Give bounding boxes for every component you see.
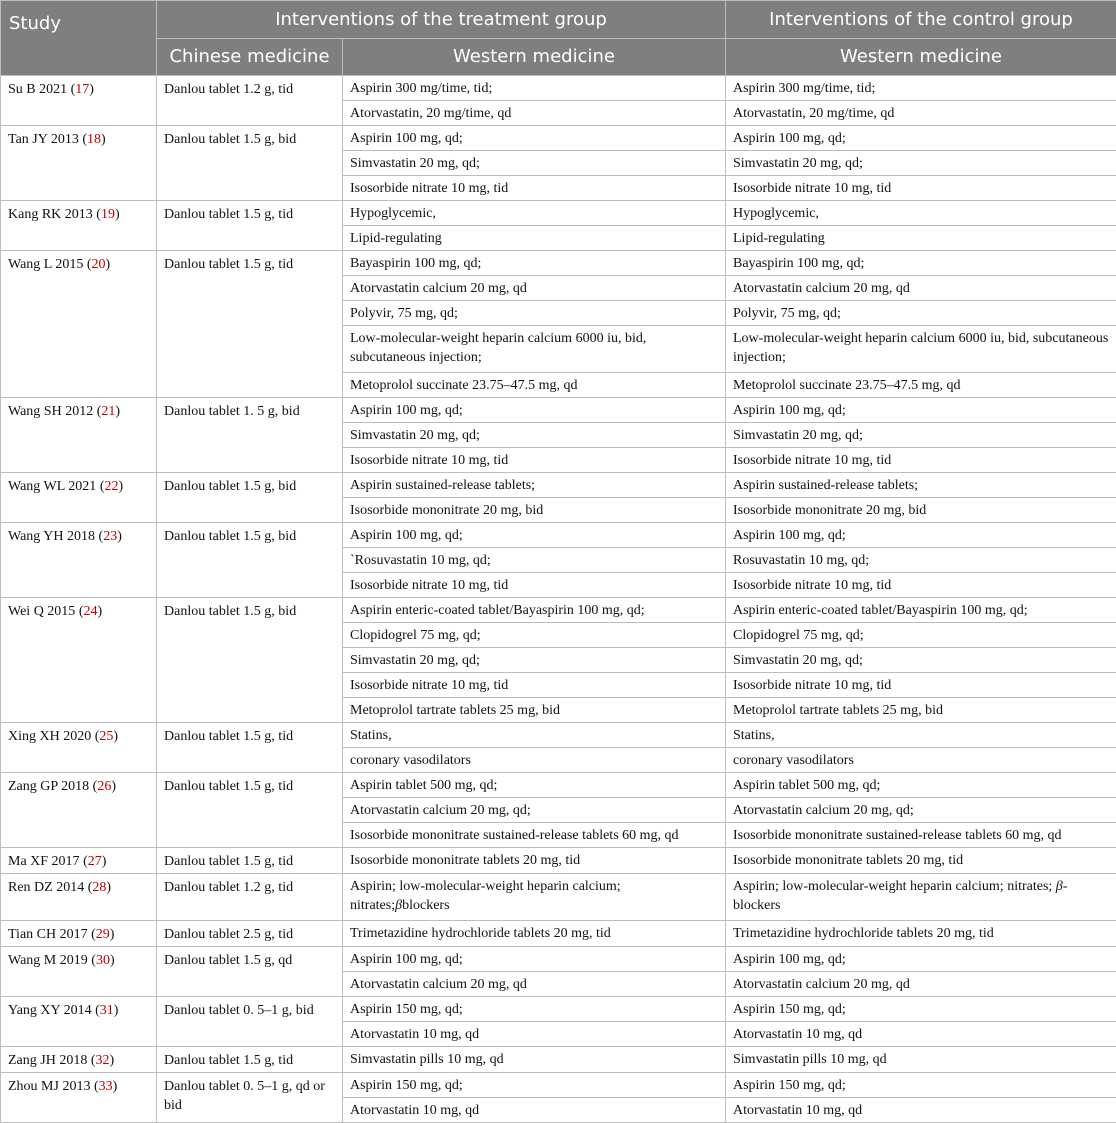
paren-close: ) <box>113 729 118 744</box>
control-text-beta: β <box>1056 879 1063 894</box>
reference-link[interactable]: 31 <box>100 1003 114 1018</box>
reference-link[interactable]: 21 <box>101 404 115 419</box>
reference-link[interactable]: 26 <box>97 779 111 794</box>
control-western-cell: Statins, <box>726 723 1116 748</box>
treatment-western-cell: Isosorbide nitrate 10 mg, tid <box>343 176 726 201</box>
study-name: Tan JY 2013 <box>8 132 79 147</box>
paren-close: ) <box>117 529 122 544</box>
chinese-medicine-cell: Danlou tablet 0. 5–1 g, qd or bid <box>157 1073 343 1123</box>
control-western-cell: Isosorbide nitrate 10 mg, tid <box>726 176 1116 201</box>
control-western-cell: Aspirin 100 mg, qd; <box>726 398 1116 423</box>
study-name: Ren DZ 2014 <box>8 880 84 895</box>
control-western-cell: Bayaspirin 100 mg, qd; <box>726 251 1116 276</box>
study-cell <box>1 1047 157 1073</box>
study-name: Wang L 2015 <box>8 257 83 272</box>
control-western-cell: Isosorbide nitrate 10 mg, tid <box>726 573 1116 598</box>
control-western-cell: Aspirin 100 mg, qd; <box>726 126 1116 151</box>
table-row <box>1 921 1116 947</box>
paren-close: ) <box>101 132 106 147</box>
paren-close: ) <box>102 854 107 869</box>
study-name: Zhou MJ 2013 <box>8 1079 90 1094</box>
control-western-cell: Rosuvastatin 10 mg, qd; <box>726 548 1116 573</box>
study-cell <box>1 126 157 201</box>
study-name: Wei Q 2015 <box>8 604 75 619</box>
study-name: Xing XH 2020 <box>8 729 91 744</box>
table-row <box>1 398 1116 423</box>
treatment-western-cell: Aspirin 150 mg, qd; <box>343 997 726 1022</box>
paren-open: ( <box>93 404 101 419</box>
chinese-medicine-cell: Danlou tablet 1.5 g, qd <box>157 947 343 997</box>
header-chinese-medicine: Chinese medicine <box>157 38 343 76</box>
control-western-cell: Aspirin 150 mg, qd; <box>726 997 1116 1022</box>
study-cell <box>1 251 157 398</box>
treatment-western-cell: Atorvastatin, 20 mg/time, qd <box>343 101 726 126</box>
study-name: Kang RK 2013 <box>8 207 93 222</box>
control-western-cell: Lipid-regulating <box>726 226 1116 251</box>
header-western-medicine-treatment: Western medicine <box>343 38 726 76</box>
treatment-western-cell: Polyvir, 75 mg, qd; <box>343 301 726 326</box>
table-body <box>1 76 1116 1123</box>
control-western-cell: Atorvastatin 10 mg, qd <box>726 1022 1116 1047</box>
table-row <box>1 947 1116 972</box>
chinese-medicine-cell: Danlou tablet 1.5 g, tid <box>157 251 343 398</box>
treatment-western-cell: Atorvastatin 10 mg, qd <box>343 1098 726 1123</box>
control-western-cell: Isosorbide nitrate 10 mg, tid <box>726 448 1116 473</box>
chinese-medicine-cell: Danlou tablet 1.5 g, tid <box>157 848 343 874</box>
treatment-western-cell: Isosorbide mononitrate 20 mg, bid <box>343 498 726 523</box>
reference-link[interactable]: 23 <box>103 529 117 544</box>
study-name: Wang M 2019 <box>8 953 88 968</box>
chinese-medicine-cell: Danlou tablet 1.5 g, bid <box>157 598 343 723</box>
treatment-western-cell: Statins, <box>343 723 726 748</box>
reference-link[interactable]: 30 <box>96 953 110 968</box>
control-western-cell: coronary vasodilators <box>726 748 1116 773</box>
study-cell <box>1 947 157 997</box>
study-cell <box>1 473 157 523</box>
control-western-cell: Clopidogrel 75 mg, qd; <box>726 623 1116 648</box>
study-name: Wang SH 2012 <box>8 404 93 419</box>
treatment-western-cell: Aspirin 100 mg, qd; <box>343 398 726 423</box>
control-western-cell: Isosorbide mononitrate tablets 20 mg, tid <box>726 848 1116 874</box>
study-cell <box>1 1073 157 1123</box>
paren-close: ) <box>106 880 111 895</box>
paren-close: ) <box>113 1079 118 1094</box>
control-western-cell: Simvastatin 20 mg, qd; <box>726 151 1116 176</box>
chinese-medicine-cell: Danlou tablet 1.5 g, tid <box>157 723 343 773</box>
reference-link[interactable]: 18 <box>87 132 101 147</box>
treatment-western-cell: Metoprolol succinate 23.75–47.5 mg, qd <box>343 373 726 398</box>
control-western-cell: Aspirin 300 mg/time, tid; <box>726 76 1116 101</box>
treatment-western-cell: Low-molecular-weight heparin calcium 6000 iu, bid, subcutaneous injection; <box>343 326 726 373</box>
paren-close: ) <box>110 1053 115 1068</box>
control-western-cell: Hypoglycemic, <box>726 201 1116 226</box>
chinese-medicine-cell: Danlou tablet 1.5 g, tid <box>157 773 343 848</box>
control-western-cell: Trimetazidine hydrochloride tablets 20 mg, tid <box>726 921 1116 947</box>
reference-link[interactable]: 27 <box>88 854 102 869</box>
treatment-western-cell: Hypoglycemic, <box>343 201 726 226</box>
table-row <box>1 126 1116 151</box>
table-row <box>1 598 1116 623</box>
reference-link[interactable]: 25 <box>99 729 113 744</box>
reference-link[interactable]: 29 <box>96 927 110 942</box>
control-western-cell: Atorvastatin calcium 20 mg, qd <box>726 276 1116 301</box>
chinese-medicine-cell: Danlou tablet 0. 5–1 g, bid <box>157 997 343 1047</box>
control-western-cell: Aspirin tablet 500 mg, qd; <box>726 773 1116 798</box>
reference-link[interactable]: 33 <box>99 1079 113 1094</box>
control-western-cell: Aspirin sustained-release tablets; <box>726 473 1116 498</box>
treatment-western-cell: Metoprolol tartrate tablets 25 mg, bid <box>343 698 726 723</box>
control-western-cell: Atorvastatin, 20 mg/time, qd <box>726 101 1116 126</box>
chinese-medicine-cell: Danlou tablet 1. 5 g, bid <box>157 398 343 473</box>
study-cell <box>1 874 157 921</box>
treatment-western-cell: Aspirin 100 mg, qd; <box>343 126 726 151</box>
control-western-cell: Aspirin 100 mg, qd; <box>726 523 1116 548</box>
treatment-western-cell: Lipid-regulating <box>343 226 726 251</box>
control-western-cell: Isosorbide nitrate 10 mg, tid <box>726 673 1116 698</box>
treatment-text-a: Aspirin; low-molecular-weight heparin calcium; nitrates; <box>350 879 621 913</box>
paren-open: ( <box>80 854 88 869</box>
control-western-cell: Isosorbide mononitrate sustained-release tablets 60 mg, qd <box>726 823 1116 848</box>
treatment-western-cell: Bayaspirin 100 mg, qd; <box>343 251 726 276</box>
study-cell <box>1 398 157 473</box>
control-western-cell: Metoprolol succinate 23.75–47.5 mg, qd <box>726 373 1116 398</box>
paren-open: ( <box>91 729 99 744</box>
study-name: Yang XY 2014 <box>8 1003 92 1018</box>
paren-open: ( <box>87 1053 95 1068</box>
table-row <box>1 723 1116 748</box>
table-row <box>1 523 1116 548</box>
treatment-western-cell: Aspirin tablet 500 mg, qd; <box>343 773 726 798</box>
treatment-western-cell: Atorvastatin calcium 20 mg, qd <box>343 276 726 301</box>
paren-open: ( <box>95 529 103 544</box>
table-row <box>1 251 1116 276</box>
treatment-western-cell: Isosorbide mononitrate sustained-release tablets 60 mg, qd <box>343 823 726 848</box>
treatment-western-cell: Simvastatin 20 mg, qd; <box>343 423 726 448</box>
control-text-b: -blockers <box>733 879 1067 913</box>
control-western-cell: Atorvastatin calcium 20 mg, qd <box>726 972 1116 997</box>
control-western-cell: Atorvastatin 10 mg, qd <box>726 1098 1116 1123</box>
study-cell <box>1 848 157 874</box>
table-row <box>1 997 1116 1022</box>
chinese-medicine-cell: Danlou tablet 1.5 g, tid <box>157 201 343 251</box>
treatment-western-cell: Aspirin 300 mg/time, tid; <box>343 76 726 101</box>
paren-close: ) <box>115 207 120 222</box>
paren-open: ( <box>90 1079 98 1094</box>
table-row <box>1 76 1116 101</box>
study-name: Zang GP 2018 <box>8 779 89 794</box>
chinese-medicine-cell: Danlou tablet 1.5 g, bid <box>157 473 343 523</box>
paren-close: ) <box>89 82 94 97</box>
study-name: Su B 2021 <box>8 82 67 97</box>
paren-close: ) <box>97 604 102 619</box>
paren-close: ) <box>111 779 116 794</box>
paren-open: ( <box>88 953 96 968</box>
table-row <box>1 874 1116 921</box>
chinese-medicine-cell: Danlou tablet 1.5 g, bid <box>157 523 343 598</box>
header-treatment-group: Interventions of the treatment group <box>157 1 726 39</box>
reference-link[interactable]: 32 <box>96 1053 110 1068</box>
header-western-medicine-control: Western medicine <box>726 38 1116 76</box>
paren-close: ) <box>106 257 111 272</box>
paren-open: ( <box>92 1003 100 1018</box>
study-cell <box>1 921 157 947</box>
control-western-cell: Aspirin 150 mg, qd; <box>726 1073 1116 1098</box>
control-western-cell: Polyvir, 75 mg, qd; <box>726 301 1116 326</box>
paren-open: ( <box>84 880 92 895</box>
treatment-western-cell: Simvastatin 20 mg, qd; <box>343 648 726 673</box>
control-text-a: Aspirin; low-molecular-weight heparin calcium; nitrates; <box>733 879 1056 894</box>
study-cell <box>1 76 157 126</box>
control-western-cell: Aspirin enteric-coated tablet/Bayaspirin 100 mg, qd; <box>726 598 1116 623</box>
paren-open: ( <box>75 604 83 619</box>
chinese-medicine-cell: Danlou tablet 2.5 g, tid <box>157 921 343 947</box>
table-row <box>1 773 1116 798</box>
treatment-western-cell <box>343 874 726 921</box>
control-western-cell: Atorvastatin calcium 20 mg, qd; <box>726 798 1116 823</box>
treatment-western-cell: `Rosuvastatin 10 mg, qd; <box>343 548 726 573</box>
paren-open: ( <box>88 927 96 942</box>
control-western-cell <box>726 874 1116 921</box>
control-western-cell: Low-molecular-weight heparin calcium 6000 iu, bid, subcutaneous injection; <box>726 326 1116 373</box>
table-row <box>1 473 1116 498</box>
treatment-western-cell: Atorvastatin 10 mg, qd <box>343 1022 726 1047</box>
reference-link[interactable]: 28 <box>92 880 106 895</box>
paren-close: ) <box>110 953 115 968</box>
study-name: Zang JH 2018 <box>8 1053 87 1068</box>
treatment-western-cell: Aspirin 100 mg, qd; <box>343 947 726 972</box>
paren-open: ( <box>89 779 97 794</box>
reference-link[interactable]: 22 <box>104 479 118 494</box>
treatment-western-cell: coronary vasodilators <box>343 748 726 773</box>
study-name: Tian CH 2017 <box>8 927 88 942</box>
treatment-western-cell: Simvastatin 20 mg, qd; <box>343 151 726 176</box>
study-name: Wang YH 2018 <box>8 529 95 544</box>
paren-close: ) <box>114 1003 119 1018</box>
chinese-medicine-cell: Danlou tablet 1.2 g, tid <box>157 874 343 921</box>
treatment-western-cell: Aspirin 100 mg, qd; <box>343 523 726 548</box>
header-control-group: Interventions of the control group <box>726 1 1116 39</box>
control-western-cell: Simvastatin 20 mg, qd; <box>726 423 1116 448</box>
reference-link[interactable]: 19 <box>101 207 115 222</box>
chinese-medicine-cell: Danlou tablet 1.2 g, tid <box>157 76 343 126</box>
treatment-western-cell: Atorvastatin calcium 20 mg, qd <box>343 972 726 997</box>
reference-link[interactable]: 20 <box>92 257 106 272</box>
header-study: Study <box>1 1 157 76</box>
paren-open: ( <box>83 257 91 272</box>
treatment-western-cell: Trimetazidine hydrochloride tablets 20 mg, tid <box>343 921 726 947</box>
reference-link[interactable]: 17 <box>75 82 89 97</box>
treatment-western-cell: Isosorbide nitrate 10 mg, tid <box>343 448 726 473</box>
paren-open: ( <box>93 207 101 222</box>
study-cell <box>1 523 157 598</box>
table-row <box>1 201 1116 226</box>
treatment-western-cell: Simvastatin pills 10 mg, qd <box>343 1047 726 1073</box>
treatment-western-cell: Aspirin sustained-release tablets; <box>343 473 726 498</box>
study-cell <box>1 773 157 848</box>
control-western-cell: Aspirin 100 mg, qd; <box>726 947 1116 972</box>
treatment-western-cell: Isosorbide nitrate 10 mg, tid <box>343 673 726 698</box>
study-cell <box>1 723 157 773</box>
treatment-western-cell: Aspirin 150 mg, qd; <box>343 1073 726 1098</box>
chinese-medicine-cell: Danlou tablet 1.5 g, tid <box>157 1047 343 1073</box>
paren-open: ( <box>67 82 75 97</box>
study-cell <box>1 201 157 251</box>
control-western-cell: Simvastatin pills 10 mg, qd <box>726 1047 1116 1073</box>
study-cell <box>1 997 157 1047</box>
treatment-western-cell: Atorvastatin calcium 20 mg, qd; <box>343 798 726 823</box>
reference-link[interactable]: 24 <box>83 604 97 619</box>
paren-open: ( <box>96 479 104 494</box>
table-row <box>1 1073 1116 1098</box>
table-row <box>1 1047 1116 1073</box>
treatment-western-cell: Clopidogrel 75 mg, qd; <box>343 623 726 648</box>
treatment-western-cell: Aspirin enteric-coated tablet/Bayaspirin 100 mg, qd; <box>343 598 726 623</box>
paren-close: ) <box>110 927 115 942</box>
control-western-cell: Metoprolol tartrate tablets 25 mg, bid <box>726 698 1116 723</box>
paren-close: ) <box>115 404 120 419</box>
treatment-western-cell: Isosorbide nitrate 10 mg, tid <box>343 573 726 598</box>
control-western-cell: Simvastatin 20 mg, qd; <box>726 648 1116 673</box>
treatment-western-cell: Isosorbide mononitrate tablets 20 mg, tid <box>343 848 726 874</box>
treatment-text-beta: β <box>395 898 402 913</box>
control-western-cell: Isosorbide mononitrate 20 mg, bid <box>726 498 1116 523</box>
study-cell <box>1 598 157 723</box>
chinese-medicine-cell: Danlou tablet 1.5 g, bid <box>157 126 343 201</box>
study-name: Wang WL 2021 <box>8 479 96 494</box>
paren-close: ) <box>118 479 123 494</box>
table-row <box>1 848 1116 874</box>
study-name: Ma XF 2017 <box>8 854 80 869</box>
paren-open: ( <box>79 132 87 147</box>
treatment-text-b: blockers <box>402 898 449 913</box>
